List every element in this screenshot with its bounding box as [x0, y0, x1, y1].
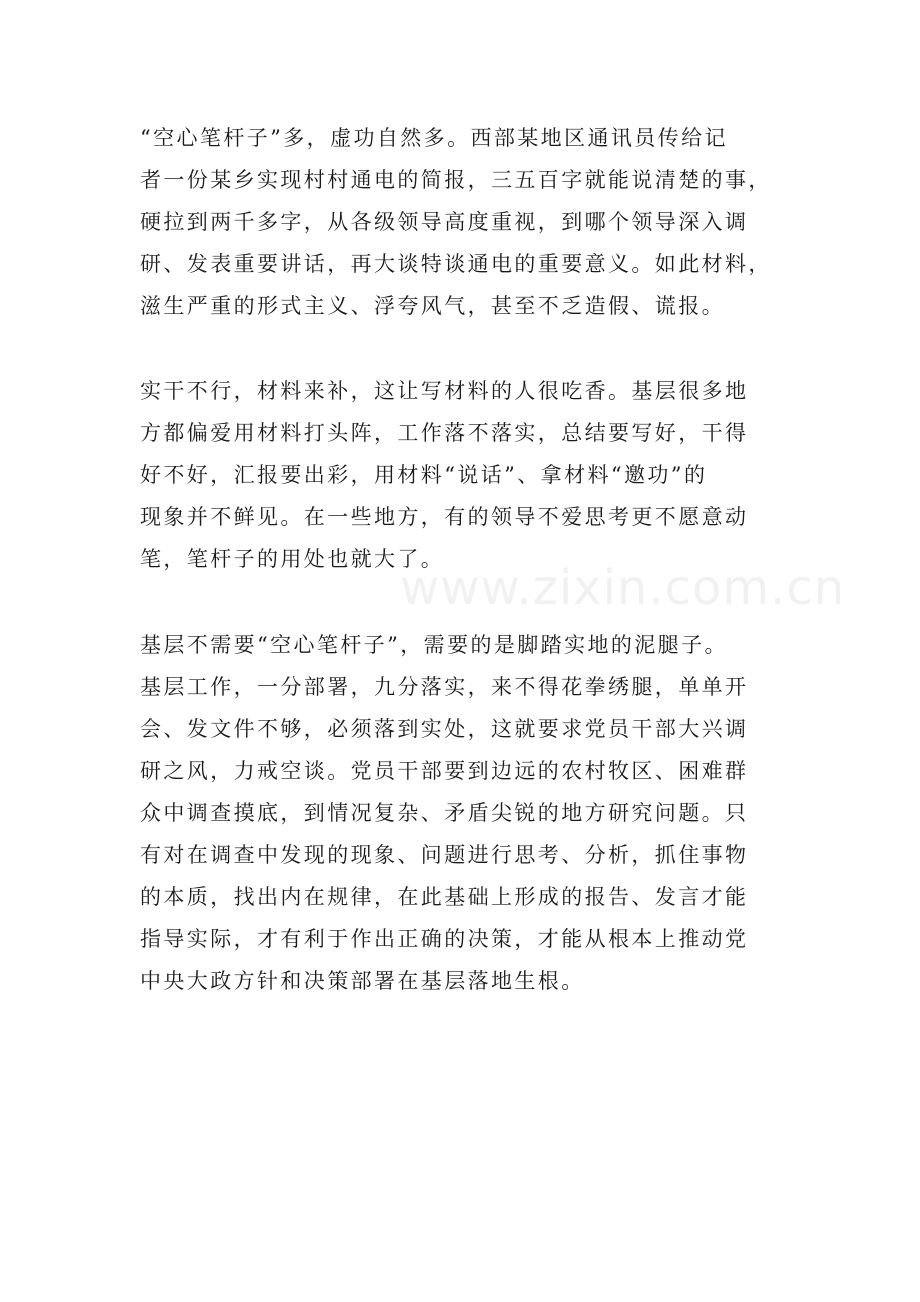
- text-line: 指导实际，才有利于作出正确的决策，才能从根本上推动党: [140, 927, 749, 951]
- text-line: “空心笔杆子”多，虚功自然多。西部某地区通讯员传给记: [140, 126, 728, 150]
- text-line: 研、发表重要讲话，再大谈特谈通电的重要意义。如此材料，: [140, 252, 772, 276]
- text-line: 好不好，汇报要出彩，用材料“说话”、拿材料“邀功”的: [140, 463, 708, 487]
- text-line: 滋生严重的形式主义、浮夸风气，甚至不乏造假、谎报。: [140, 294, 725, 318]
- text-line: 中央大政方针和决策部署在基层落地生根。: [140, 969, 585, 993]
- text-line: 硬拉到两千多字，从各级领导高度重视，到哪个领导深入调: [140, 210, 749, 234]
- paragraph-2: [140, 370, 800, 580]
- text-line: 会、发文件不够，必须落到实处，这就要求党员干部大兴调: [140, 717, 749, 741]
- text-line: 基层不需要“空心笔杆子”，需要的是脚踏实地的泥腿子。: [140, 633, 728, 657]
- paragraph-3: [140, 624, 800, 1002]
- text-line: 基层工作，一分部署，九分落实，来不得花拳绣腿，单单开: [140, 675, 749, 699]
- text-line: 的本质，找出内在规律，在此基础上形成的报告、发言才能: [140, 885, 749, 909]
- text-line: 实干不行，材料来补，这让写材料的人很吃香。基层很多地: [140, 379, 749, 403]
- watermark: www.zixin.com.cn: [400, 560, 846, 616]
- text-line: 者一份某乡实现村村通电的简报，三五百字就能说清楚的事，: [140, 168, 772, 192]
- paragraph-1: [140, 117, 800, 327]
- text-line: 现象并不鲜见。在一些地方，有的领导不爱思考更不愿意动: [140, 505, 749, 529]
- text-line: 笔，笔杆子的用处也就大了。: [140, 547, 445, 571]
- text-line: 方都偏爱用材料打头阵，工作落不落实，总结要写好，干得: [140, 421, 749, 445]
- text-line: 有对在调查中发现的现象、问题进行思考、分析，抓住事物: [140, 843, 749, 867]
- text-line: 众中调查摸底，到情况复杂、矛盾尖锐的地方研究问题。只: [140, 801, 749, 825]
- text-line: 研之风，力戒空谈。党员干部要到边远的农村牧区、困难群: [140, 759, 749, 783]
